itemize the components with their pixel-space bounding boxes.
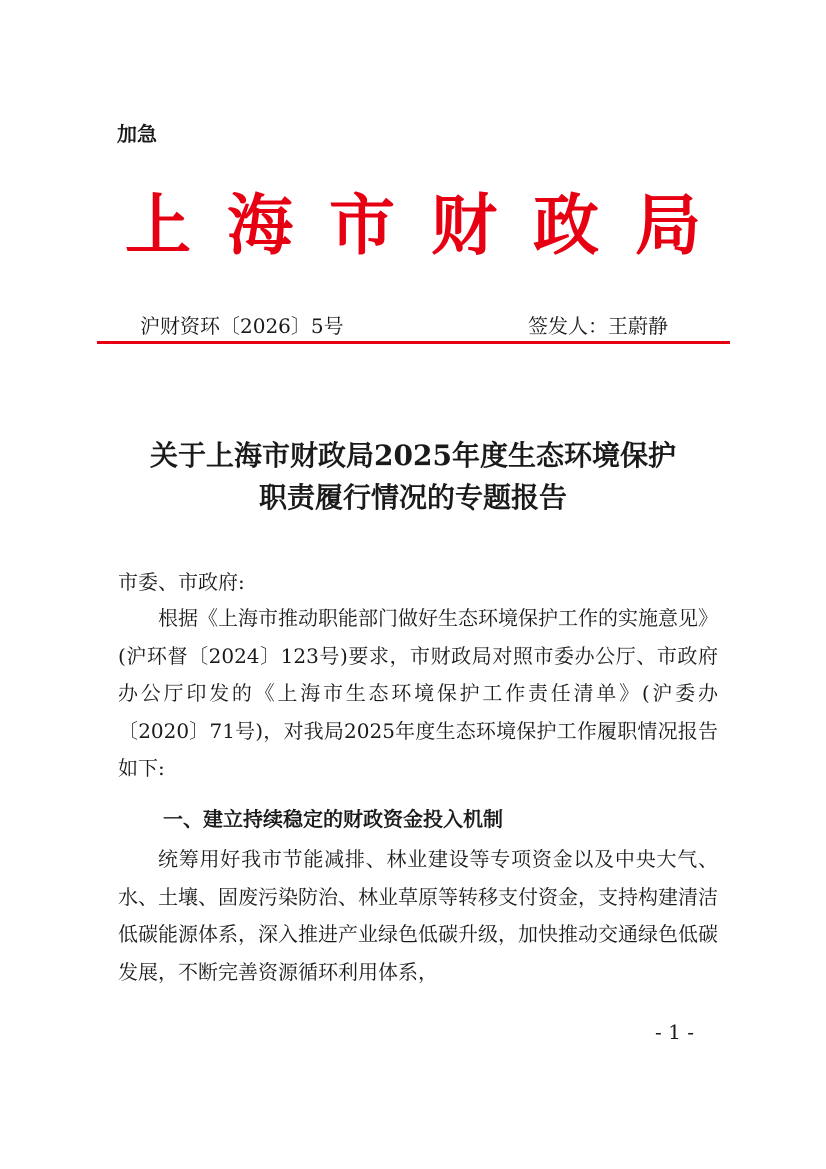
- red-separator-line: [97, 341, 730, 344]
- body-paragraph-2: 统筹用好我市节能减排、林业建设等专项资金以及中央大气、水、土壤、固废污染防治、林业草原等转移支付资金，支持构建清洁低碳能源体系，深入推进产业绿色低碳升级，加快推动交通绿色低碳发展，不断完善资源循环利用体系，: [118, 847, 718, 984]
- body-paragraph-1: 根据《上海市推动职能部门做好生态环境保护工作的实施意见》(沪环督〔2024〕123号)要求，市财政局对照市委办公厅、市政府办公厅印发的《上海市生态环境保护工作责任清单》(沪委办〔2020〕71号)，对我局2025年度生态环境保护工作履职情况报告如下:: [118, 606, 718, 781]
- document-title-line-1: 关于上海市财政局2025年度生态环境保护: [150, 439, 676, 472]
- salutation: 市委、市政府:: [118, 570, 245, 594]
- signer: 签发人：王蔚静: [528, 314, 668, 338]
- section-heading-1: 一、建立持续稳定的财政资金投入机制: [163, 807, 503, 831]
- document-number: 沪财资环〔2026〕5号: [140, 314, 344, 338]
- document-title-line-2: 职责履行情况的专题报告: [258, 481, 567, 514]
- page-number: - 1 -: [655, 1020, 694, 1044]
- issuing-agency-header: 上海市财政局: [125, 186, 737, 264]
- urgency-label: 加急: [117, 122, 157, 146]
